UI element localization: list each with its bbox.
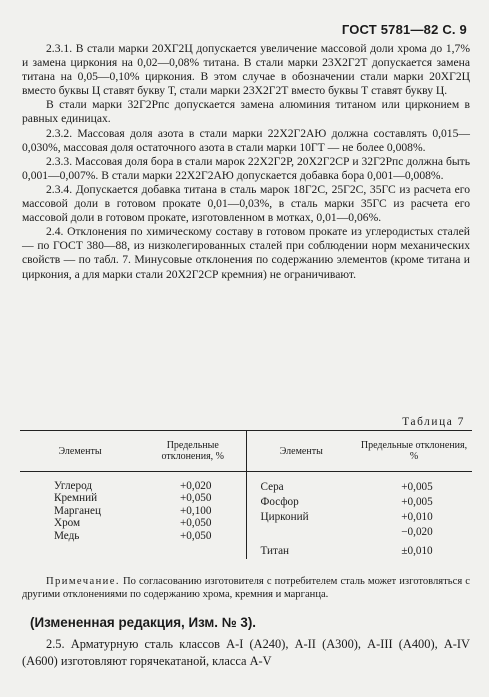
header-deviation-left: Предельные отклонения, % <box>140 431 246 472</box>
table-row: Сера <box>260 481 284 493</box>
table-row: Хром <box>54 517 81 530</box>
header-deviation-right: Предельные отклонения, % <box>356 431 472 472</box>
body-text <box>22 42 470 282</box>
table-value: +0,020 <box>180 480 212 492</box>
table-value: ±0,010 <box>401 545 433 557</box>
table-value: −0,020 <box>401 526 433 538</box>
paragraph-2-4: 2.4. Отклонения по химическому составу в готовом прокате из углеродистых сталей — по ГОСТ 380—88, из низколегированных сталей при соблюдении норм механических свойств — по табл. 7. Минусовые отклонения по содержанию элементов (кроме титана и циркония, а для марки стали 20Х2Г2СР кремния) не ограничивают. <box>22 225 470 281</box>
table-note <box>22 576 470 601</box>
paragraph-2-3-2: 2.3.2. Массовая доля азота в стали марки 22Х2Г2АЮ должна составлять 0,015—0,030%, массовая доля остаточного азота в стали марки 10ГТ — не более 0,008%. <box>22 126 470 154</box>
table-caption: Таблица 7 <box>402 416 465 428</box>
note-text: По согласованию изготовителя с потребителем сталь может изготовляться с другими отклонениями по содержанию хрома, кремния и марганца. <box>22 576 470 600</box>
table-row: Цирконий <box>260 511 309 523</box>
left-elements-cell <box>20 472 140 560</box>
page-header: ГОСТ 5781—82 С. 9 <box>341 22 467 37</box>
table-row: Медь <box>54 529 80 542</box>
table-value: +0,010 <box>401 511 433 523</box>
paragraph-2-3-3: 2.3.3. Массовая доля бора в стали марок 22Х2Г2Р, 20Х2Г2СР и 32Г2Рпс должна быть 0,001—0,007%. В стали марки 22Х2Г2АЮ допускается добавка бора 0,001—0,008%. <box>22 154 470 182</box>
right-elements-cell <box>246 472 356 560</box>
table-value: +0,005 <box>401 496 433 508</box>
note-label: Примечание. <box>46 576 120 587</box>
header-elements-right: Элементы <box>246 431 356 472</box>
table-row: Титан <box>260 545 290 557</box>
table-row: Фосфор <box>260 496 299 508</box>
paragraph-2-5: 2.5. Арматурную сталь классов А-I (А240), А-II (А300), А-III (А400), А-IV (А600) изготовляют горячекатаной, класса А-V <box>22 637 470 668</box>
table-row: Марганец <box>54 504 102 517</box>
table-value: +0,050 <box>180 517 212 530</box>
paragraph-2-3-1: 2.3.1. В стали марки 20ХГ2Ц допускается увеличение массовой доли хрома до 1,7% и замена циркония на 0,02—0,08% титана. В стали марки 23Х2Г2Т допускается замена титана на 0,05—0,10% циркония. В этом случае в обозначении стали марки 20ХГ2Ц вместо буквы Ц ставят букву Т, стали марки 23Х2Г2Т вместо буквы Т ставят букву Ц. <box>22 42 470 98</box>
header-elements-left: Элементы <box>20 431 140 472</box>
table-7 <box>20 430 472 559</box>
table-row: Углерод <box>54 480 93 492</box>
table-value: +0,100 <box>180 504 212 517</box>
edition-note: (Измененная редакция, Изм. № 3). <box>30 615 257 630</box>
paragraph-2-3-4: 2.3.4. Допускается добавка титана в сталь марок 18Г2С, 25Г2С, 35ГС из расчета его массовой доли в готовом прокате 0,01—0,03%, в сталь марки 35ГС из расчета его массовой доли в готовом прокате, изготовленном в мотках, 0,01—0,06%. <box>22 182 470 225</box>
left-values-cell <box>140 472 246 560</box>
table-body-row <box>20 472 472 560</box>
table-value: +0,005 <box>401 481 433 493</box>
table-row: Кремний <box>54 492 98 505</box>
right-values-cell <box>356 472 472 560</box>
paragraph-32g2rps: В стали марки 32Г2Рпс допускается замена алюминия титаном или цирконием в равных единицах. <box>22 98 470 126</box>
table-header-row <box>20 431 472 472</box>
table-value: +0,050 <box>180 492 212 505</box>
table-value: +0,050 <box>180 529 212 542</box>
